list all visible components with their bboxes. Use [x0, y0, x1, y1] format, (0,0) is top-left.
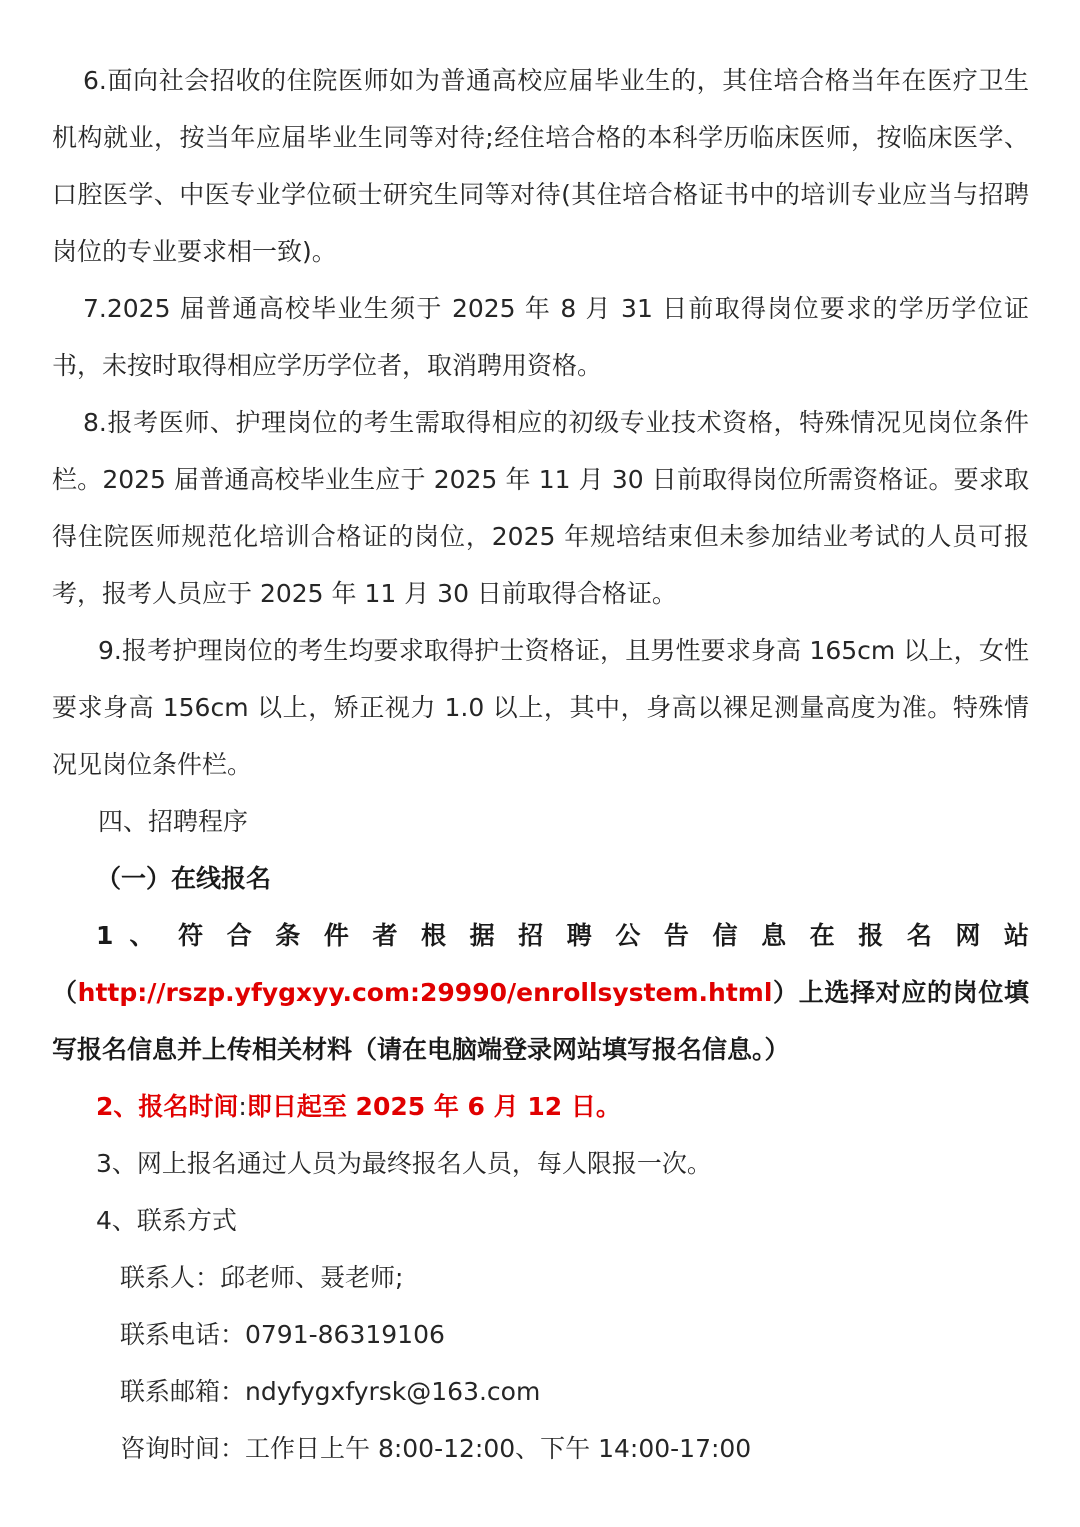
registration-time-label: 2、报名时间 — [96, 1092, 239, 1121]
item-2 — [52, 1078, 1029, 1135]
item-1-lead-text: 1 、 符 合 条 件 者 根 据 招 聘 公 告 信 息 在 报 名 网 站 — [96, 921, 1029, 950]
item-1-open-paren: （ — [52, 978, 78, 1007]
contact-person: 联系人：邱老师、聂老师; — [120, 1263, 404, 1292]
paragraph-9: 9.报考护理岗位的考生均要求取得护士资格证，且男性要求身高 165cm 以上，女性要求身高 156cm 以上，矫正视力 1.0 以上，其中，身高以裸足测量高度为准。特殊情况见岗位条件栏。 — [52, 636, 1029, 779]
paragraph-6: 6.面向社会招收的住院医师如为普通高校应届毕业生的，其住培合格当年在医疗卫生机构就业，按当年应届毕业生同等对待;经住培合格的本科学历临床医师，按临床医学、口腔医学、中医专业学位硕士研究生同等对待(其住培合格证书中的培训专业应当与招聘岗位的专业要求相一致)。 — [52, 66, 1029, 266]
item-4: 4、联系方式 — [96, 1206, 237, 1235]
item-1-body — [52, 964, 1029, 1078]
paragraph-7: 7.2025 届普通高校毕业生须于 2025 年 8 月 31 日前取得岗位要求的学历学位证书，未按时取得相应学历学位者，取消聘用资格。 — [52, 294, 1029, 380]
contact-hours: 咨询时间：工作日上午 8:00-12:00、下午 14:00-17:00 — [120, 1434, 752, 1463]
document-page — [52, 52, 1029, 1477]
contact-email: 联系邮箱：ndyfygxfyrsk@163.com — [120, 1377, 541, 1406]
subsection-1-heading: （一）在线报名 — [96, 864, 272, 893]
section-4-heading: 四、招聘程序 — [98, 807, 249, 836]
paragraph-8: 8.报考医师、护理岗位的考生需取得相应的初级专业技术资格，特殊情况见岗位条件栏。2025 届普通高校毕业生应于 2025 年 11 月 30 日前取得岗位所需资格证。要求取得住院医师规范化培训合格证的岗位，2025 年规培结束但未参加结业考试的人员可报考，报考人员应于 2025 年 11 月 30 日前取得合格证。 — [52, 408, 1029, 608]
registration-time-colon: : — [238, 1092, 247, 1121]
registration-time-value: 即日起至 2025 年 6 月 12 日。 — [246, 1092, 621, 1121]
item-3: 3、网上报名通过人员为最终报名人员，每人限报一次。 — [96, 1149, 712, 1178]
enroll-link[interactable]: http://rszp.yfygxyy.com:29990/enrollsystem.html — [77, 978, 773, 1007]
item-1-line-1 — [52, 907, 1029, 964]
item-1-rest-text: ）上选择对应的岗位填写报名信息并上传相关材料（请在电脑端登录网站填写报名信息。） — [52, 978, 1029, 1064]
contact-phone: 联系电话：0791-86319106 — [120, 1320, 445, 1349]
